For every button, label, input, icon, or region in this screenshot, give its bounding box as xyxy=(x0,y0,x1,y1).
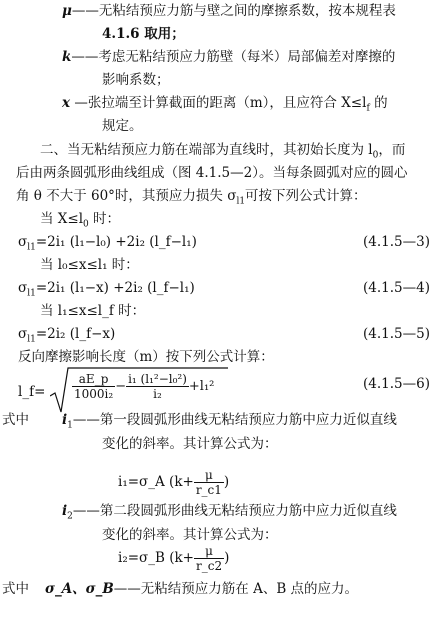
equation-4-1-5-3: $\sigma_{l1}=2i_1$ (l₁−l₀) +2i₂ (l_f−l₁) xyxy=(18,234,197,253)
para2-line1: 二、当无粘结预应力筋在端部为直线时，其初始长度为 $l_0$，而 xyxy=(40,142,406,161)
mu-symbol: μ xyxy=(62,3,72,19)
x-symbol: x xyxy=(62,95,71,111)
eq6-radicand: $\frac{aE\_p}{\text{1000i₂}}$ − $\frac{\text{i₁ (l₁²−l₀²)}}{\text{i₂}}$ +l₁² xyxy=(74,372,215,401)
def-x-line2: 规定。 xyxy=(102,118,143,134)
equation-4-1-5-4: $\sigma_{l1}=2i_1$ (l₁−x) +2i₂ (l_f−l₁) xyxy=(18,280,195,299)
equation-number-6: (4.1.5—6) xyxy=(363,376,430,392)
equation-number-3: (4.1.5—3) xyxy=(363,234,430,250)
def-x-line1: x —张拉端至计算截面的距离（m），且应符合 $X\le l_f$ 的 xyxy=(62,95,388,114)
formula-i1-fraction: $\frac{\mu}{r\_c1}$ xyxy=(195,468,222,497)
condition-2: 当 l₀≤x≤l₁ 时： xyxy=(40,257,139,273)
def-k-line1: k——考虑无粘结预应力筋壁（每米）局部偏差对摩擦的 xyxy=(62,49,396,65)
def-mu-line1: μ——无粘结预应力筋与壁之间的摩擦系数，按本规程表 xyxy=(62,3,396,19)
eq6-lhs: l_f= xyxy=(18,384,46,400)
equation-4-1-5-5: $\sigma_{l1}=2i_2$ (l_f−x) xyxy=(18,326,116,345)
equation-number-5: (4.1.5—5) xyxy=(363,326,430,342)
reverse-friction-sentence: 反向摩擦影响长度（m）按下列公式计算： xyxy=(18,349,274,365)
def-k-line2: 影响系数； xyxy=(102,72,170,88)
para2-line3: 角 θ 不大于 60°时，其预应力损失 $\sigma_{l1}$可按下列公式计算： xyxy=(16,188,367,207)
where-label-2: 式中 xyxy=(2,581,29,597)
condition-3: 当 l₁≤x≤l_f 时： xyxy=(40,303,146,319)
eq6-fraction-1: $\frac{aE\_p}{\text{1000i₂}}$ xyxy=(74,372,114,401)
equation-number-4: (4.1.5—4) xyxy=(363,280,430,296)
condition-1: 当 $X\le l_0$ 时： xyxy=(40,211,121,230)
def-sigma-ab: σ_A、σ_B——无粘结预应力筋在 A、B 点的应力。 xyxy=(45,581,359,597)
formula-i1: i₁=σ_A (k+ $\frac{\mu}{r\_c1}$ ) xyxy=(118,468,230,497)
eq6-radical xyxy=(50,366,230,416)
formula-i2-fraction: $\frac{\mu}{r\_c2}$ xyxy=(195,544,223,573)
def-i2-line1: $i_2——$第二段圆弧形曲线无粘结预应力筋中应力近似直线 xyxy=(62,503,397,522)
k-symbol: k xyxy=(62,49,72,65)
where-label-1: 式中 xyxy=(2,412,29,428)
eq6-fraction-2: $\frac{\text{i₁ (l₁²−l₀²)}}{\text{i₂}}$ xyxy=(128,372,187,401)
para2-line2: 后由两条圆弧形曲线组成（图 4.1.5—2）。当每条圆弧对应的圆心 xyxy=(16,165,408,181)
def-i1-line2: 变化的斜率。其计算公式为： xyxy=(102,436,278,452)
def-i2-line2: 变化的斜率。其计算公式为： xyxy=(102,527,278,543)
def-mu-line2: 4.1.6 取用； xyxy=(102,26,185,42)
formula-i2: i₂=σ_B (k+ $\frac{\mu}{r\_c2}$ ) xyxy=(118,544,230,573)
def-i1-line1: $i_1——$第一段圆弧形曲线无粘结预应力筋中应力近似直线 xyxy=(62,412,397,431)
